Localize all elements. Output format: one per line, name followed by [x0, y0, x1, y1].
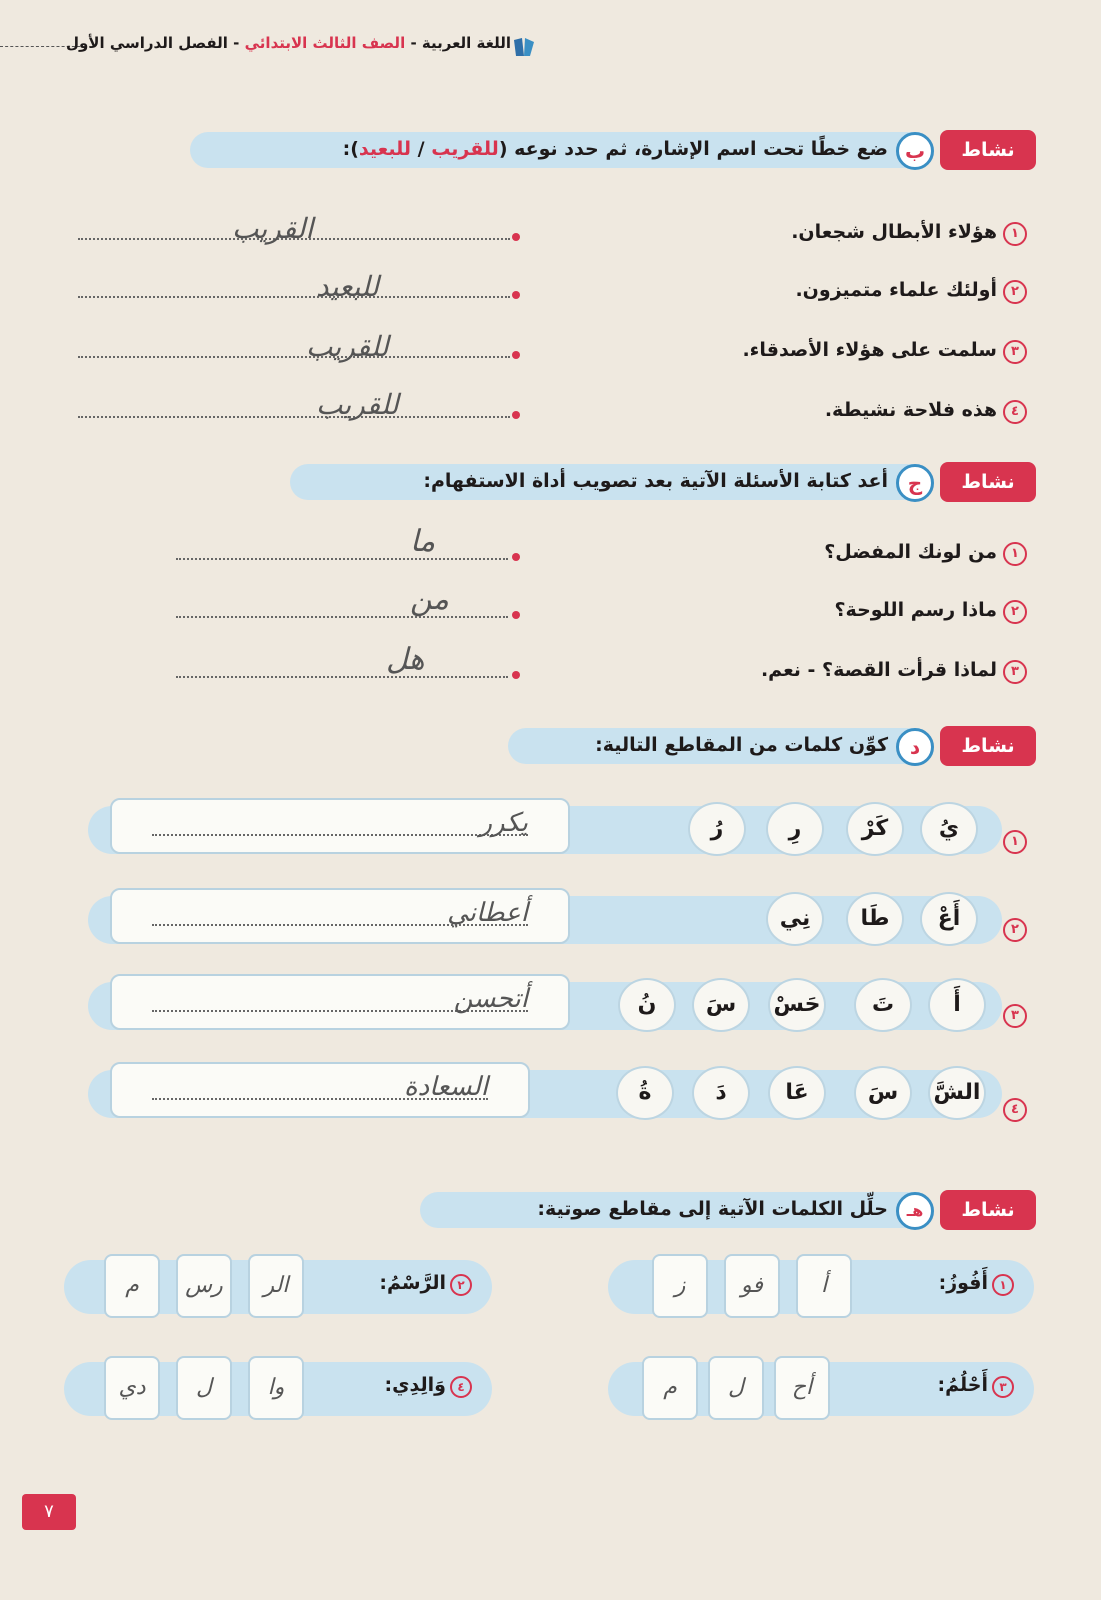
bullet-icon: [512, 291, 520, 299]
item-number: ٢: [1003, 918, 1027, 942]
syllable-circle: رِ: [766, 802, 824, 856]
syllable-circle: رُ: [688, 802, 746, 856]
handwritten-answer: القريب: [232, 212, 314, 245]
list-item: [0, 582, 1101, 630]
split-item: [64, 1250, 492, 1322]
split-item: [608, 1352, 1034, 1424]
page-header: [0, 34, 1101, 74]
answer-line[interactable]: [176, 676, 508, 678]
syllable-box[interactable]: م: [642, 1356, 698, 1420]
item-number: ٢: [1003, 280, 1027, 304]
syllable-circle: سَ: [854, 1066, 912, 1120]
item-sentence: لماذا قرأت القصة؟ - نعم.: [760, 659, 997, 681]
word-label: الرَّسْمُ:: [379, 1272, 446, 1294]
syllable-circle: الشَّ: [928, 1066, 986, 1120]
item-number: ٣: [1003, 1004, 1027, 1028]
split-word: [385, 1374, 472, 1398]
split-word: [379, 1272, 472, 1296]
syllable-box[interactable]: م: [104, 1254, 160, 1318]
word-label: وَالِدِي:: [384, 1374, 446, 1396]
activity-d-banner: [508, 722, 1050, 768]
item-number: ٢: [450, 1274, 472, 1296]
item-number: ٢: [1003, 600, 1027, 624]
syllable-row: [88, 888, 1002, 950]
activity-c-letter: ج: [896, 464, 934, 502]
handwritten-answer: للبعيد: [316, 270, 379, 303]
syllable-box[interactable]: دي: [104, 1356, 160, 1420]
answer-line[interactable]: [176, 616, 508, 618]
item-sentence: سلمت على هؤلاء الأصدقاء.: [742, 339, 997, 361]
item-number: ٤: [1003, 1098, 1027, 1122]
list-item: [0, 524, 1101, 572]
activity-c-banner: [290, 458, 1050, 504]
item-number: ١: [1003, 830, 1027, 854]
option-near: للقريب: [431, 138, 499, 160]
split-item: [608, 1250, 1034, 1322]
item-number: ٤: [450, 1376, 472, 1398]
syllable-row: [88, 974, 1002, 1036]
handwritten-answer: للقريب: [306, 330, 389, 363]
answer-box[interactable]: [110, 974, 570, 1030]
split-word: [939, 1272, 1014, 1296]
word-label: أَفُوزُ:: [938, 1272, 988, 1294]
books-logo-icon: [512, 36, 538, 58]
instruction-close: ):: [342, 138, 359, 160]
syllable-circle: نُ: [618, 978, 676, 1032]
header-grade: الصف الثالث الابتدائي: [244, 34, 406, 52]
answer-box[interactable]: [110, 1062, 530, 1118]
list-item: [0, 270, 1101, 310]
activity-b-label: نشاط: [940, 130, 1036, 170]
item-number: ١: [1003, 222, 1027, 246]
list-item: [0, 642, 1101, 690]
syllable-row: [88, 1062, 1002, 1124]
page-number: ٧: [22, 1494, 76, 1530]
handwritten-answer: هل: [386, 642, 425, 677]
item-sentence: هؤلاء الأبطال شجعان.: [791, 221, 997, 243]
syllable-box[interactable]: ل: [708, 1356, 764, 1420]
activity-e-letter: هـ: [896, 1192, 934, 1230]
item-sentence: هذه فلاحة نشيطة.: [824, 399, 997, 421]
activity-e-banner: [420, 1186, 1050, 1232]
item-number: ١: [992, 1274, 1014, 1296]
answer-box[interactable]: [110, 888, 570, 944]
item-number: ١: [1003, 542, 1027, 566]
syllable-circle: ةُ: [616, 1066, 674, 1120]
syllable-circle: طَا: [846, 892, 904, 946]
activity-b-instruction: [343, 138, 888, 160]
activity-d-letter: د: [896, 728, 934, 766]
answer-line[interactable]: [78, 416, 510, 418]
answer-box[interactable]: [110, 798, 570, 854]
syllable-box[interactable]: ل: [176, 1356, 232, 1420]
syllable-box[interactable]: الر: [248, 1254, 304, 1318]
answer-line[interactable]: [78, 296, 510, 298]
syllable-circle: أَ: [928, 978, 986, 1032]
activity-c-instruction: أعد كتابة الأسئلة الآتية بعد تصويب أداة الاستفهام:: [423, 470, 888, 492]
handwritten-answer: ما: [410, 524, 436, 559]
header-term: - الفصل الدراسي الأول: [65, 34, 245, 52]
item-number: ٣: [992, 1376, 1014, 1398]
item-number: ٤: [1003, 400, 1027, 424]
split-item: [64, 1352, 492, 1424]
syllable-circle: أَعْ: [920, 892, 978, 946]
syllable-circle: حَسْ: [768, 978, 826, 1032]
syllable-box[interactable]: فو: [724, 1254, 780, 1318]
syllable-circle: نِي: [766, 892, 824, 946]
handwritten-answer: أعطاني: [447, 898, 528, 928]
header-subject: اللغة العربية -: [405, 34, 511, 52]
handwritten-answer: أتحسن: [453, 984, 528, 1014]
syllable-circle: تَ: [854, 978, 912, 1032]
item-sentence: أولئك علماء متميزون.: [795, 279, 997, 301]
header-title: [66, 34, 511, 52]
list-item: [0, 330, 1101, 370]
syllable-circle: عَا: [768, 1066, 826, 1120]
syllable-circle: يُ: [920, 802, 978, 856]
list-item: [0, 212, 1101, 252]
activity-e-label: نشاط: [940, 1190, 1036, 1230]
syllable-box[interactable]: أ: [796, 1254, 852, 1318]
word-label: أَحْلُمُ:: [937, 1374, 988, 1396]
bullet-icon: [512, 611, 520, 619]
answer-line[interactable]: [176, 558, 508, 560]
syllable-row: [88, 798, 1002, 860]
item-sentence: من لونك المفضل؟: [824, 541, 997, 563]
item-number: ٣: [1003, 660, 1027, 684]
bullet-icon: [512, 233, 520, 241]
handwritten-answer: السعادة: [403, 1072, 488, 1102]
syllable-circle: دَ: [692, 1066, 750, 1120]
activity-c-label: نشاط: [940, 462, 1036, 502]
syllable-box[interactable]: ز: [652, 1254, 708, 1318]
item-number: ٣: [1003, 340, 1027, 364]
activity-b-banner: [190, 126, 1050, 172]
activity-d-instruction: كوِّن كلمات من المقاطع التالية:: [595, 734, 888, 756]
handwritten-answer: يكرر: [479, 808, 528, 838]
item-sentence: ماذا رسم اللوحة؟: [834, 599, 997, 621]
option-separator: /: [411, 138, 432, 160]
list-item: [0, 388, 1101, 430]
bullet-icon: [512, 411, 520, 419]
activity-b-letter: ب: [896, 132, 934, 170]
answer-line: [152, 834, 528, 836]
syllable-circle: سَ: [692, 978, 750, 1032]
instruction-main: ضع خطًا تحت اسم الإشارة، ثم حدد نوعه (: [498, 138, 888, 160]
bullet-icon: [512, 553, 520, 561]
answer-line[interactable]: [78, 356, 510, 358]
split-word: [938, 1374, 1014, 1398]
syllable-box[interactable]: وا: [248, 1356, 304, 1420]
handwritten-answer: من: [410, 582, 449, 617]
activity-e-instruction: حلِّل الكلمات الآتية إلى مقاطع صوتية:: [537, 1198, 888, 1220]
handwritten-answer: للقريب: [316, 388, 399, 421]
syllable-box[interactable]: أح: [774, 1356, 830, 1420]
syllable-circle: كَرْ: [846, 802, 904, 856]
bullet-icon: [512, 351, 520, 359]
syllable-box[interactable]: رس: [176, 1254, 232, 1318]
bullet-icon: [512, 671, 520, 679]
activity-d-label: نشاط: [940, 726, 1036, 766]
option-far: للبعيد: [358, 138, 412, 160]
